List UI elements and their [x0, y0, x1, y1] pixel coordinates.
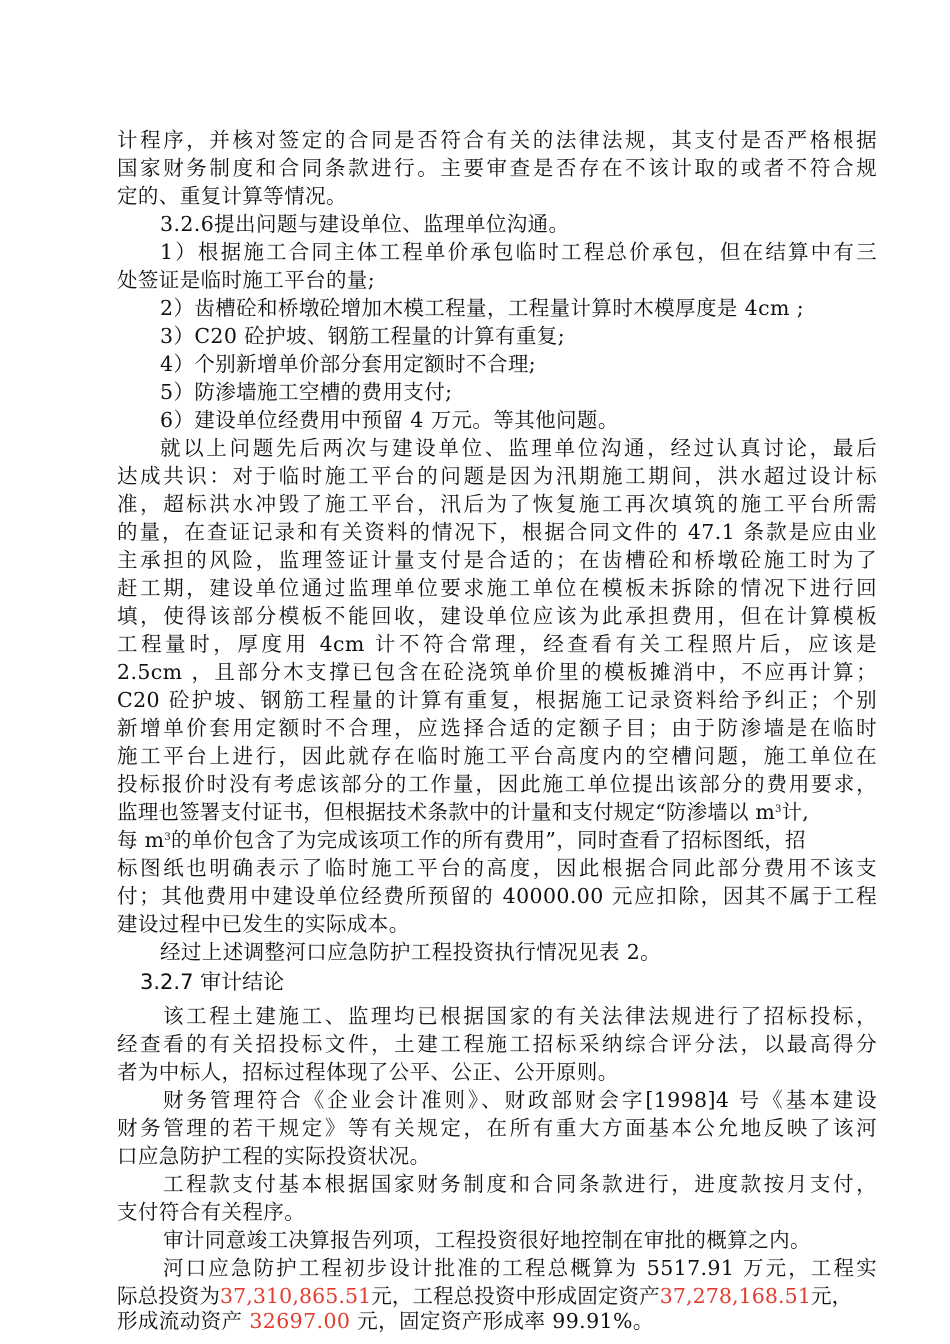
current-assets-value: 32697.00 [249, 1309, 351, 1333]
paragraph-line: 定的、重复计算等情况。 [117, 184, 347, 208]
text-segment: 元，工程总投资中形成固定资产 [371, 1284, 660, 1308]
paragraph-line: 新增单价套用定额时不合理，应选择合适的定额子目；由于防渗墙是在临时 [117, 716, 877, 740]
paragraph-line: 口应急防护工程的实际投资状况。 [117, 1144, 431, 1168]
issue-item-1-cont: 处签证是临时施工平台的量; [117, 268, 376, 292]
paragraph-line: 主承担的风险，监理签证计量支付是合适的；在齿槽砼和桥墩砼施工时为了 [117, 548, 877, 572]
paragraph-line: 经查看的有关招投标文件，土建工程施工招标采纳综合评分法，以最高得分 [117, 1032, 877, 1056]
summary-line: 经过上述调整河口应急防护工程投资执行情况见表 2。 [160, 940, 662, 964]
paragraph-line: 赶工期，建设单位通过监理单位要求施工单位在模板未拆除的情况下进行回 [117, 576, 877, 600]
paragraph-line [117, 798, 877, 827]
paragraph-line [117, 1307, 877, 1336]
fixed-assets-value: 37,278,168.51 [659, 1284, 811, 1308]
text-segment: 的单价包含了为完成该项工作的所有费用”，同时查看了招标图纸，招 [171, 828, 806, 852]
paragraph-line: 投标报价时没有考虑该部分的工作量，因此施工单位提出该部分的费用要求， [117, 772, 877, 796]
paragraph-line: 2.5cm ，且部分木支撑已包含在砼浇筑单价里的模板摊消中，不应再计算； [117, 660, 877, 684]
paragraph-line: 支付符合有关程序。 [117, 1200, 306, 1224]
text-segment: 形成流动资产 [117, 1309, 250, 1333]
paragraph-line: 河口应急防护工程初步设计批准的工程总概算为 5517.91 万元，工程实 [163, 1256, 877, 1280]
paragraph-line: 工程量时，厚度用 4cm 计不符合常理，经查看有关工程照片后，应该是 [117, 632, 877, 656]
issue-item-2: 2）齿槽砼和桥墩砼增加木模工程量，工程量计算时木模厚度是 4cm ; [160, 296, 805, 320]
total-investment-value: 37,310,865.51 [220, 1284, 372, 1308]
issue-item-6: 6）建设单位经费用中预留 4 万元。等其他问题。 [160, 408, 619, 432]
superscript: 3 [775, 804, 782, 815]
paragraph-line: 付；其他费用中建设单位经费所预留的 40000.00 元应扣除，因其不属于工程 [117, 884, 877, 908]
text-segment: 元，固定资产形成率 99.91%。 [350, 1309, 654, 1333]
issue-item-5: 5）防渗墙施工空槽的费用支付; [160, 380, 453, 404]
paragraph-line: 审计同意竣工决算报告列项，工程投资很好地控制在审批的概算之内。 [163, 1228, 811, 1252]
paragraph-line: 就以上问题先后两次与建设单位、监理单位沟通，经过认真讨论，最后 [160, 436, 877, 460]
paragraph-line: 工程款支付基本根据国家财务制度和合同条款进行，进度款按月支付， [163, 1172, 877, 1196]
issue-item-1: 1）根据施工合同主体工程单价承包临时工程总价承包，但在结算中有三 [160, 240, 877, 264]
paragraph-line: 填，使得该部分模板不能回收，建设单位应该为此承担费用，但在计算模板 [117, 604, 877, 628]
paragraph-line: 建设过程中已发生的实际成本。 [117, 912, 410, 936]
paragraph-line: 财务管理符合《企业会计准则》、财政部财会字[1998]4 号《基本建设 [163, 1088, 877, 1112]
paragraph-line: 财务管理的若干规定》等有关规定，在所有重大方面基本公允地反映了该河 [117, 1116, 877, 1140]
paragraph-line: 标图纸也明确表示了临时施工平台的高度，因此根据合同此部分费用不该支 [117, 856, 877, 880]
paragraph-line: 准，超标洪水冲毁了施工平台，汛后为了恢复施工再次填筑的施工平台所需 [117, 492, 877, 516]
superscript: 3 [164, 832, 172, 843]
paragraph-line: 国家财务制度和合同条款进行。主要审查是否存在不该计取的或者不符合规 [117, 156, 877, 180]
paragraph-line [117, 826, 877, 855]
paragraph-line: 施工平台上进行，因此就存在临时施工平台高度内的空槽问题，施工单位在 [117, 744, 877, 768]
text-segment: 每 m [117, 828, 165, 852]
section-3-2-7-heading: 3.2.7 审计结论 [140, 970, 285, 994]
text-segment: 元， [810, 1284, 853, 1308]
issue-item-3: 3）C20 砼护坡、钢筋工程量的计算有重复; [160, 324, 566, 348]
paragraph-line: 者为中标人，招标过程体现了公平、公正、公开原则。 [117, 1060, 619, 1084]
section-3-2-6-title: 3.2.6提出问题与建设单位、监理单位沟通。 [160, 212, 570, 236]
text-segment: 际总投资为 [117, 1284, 220, 1308]
issue-item-4: 4）个别新增单价部分套用定额时不合理; [160, 352, 537, 376]
paragraph-line: 计程序，并核对签定的合同是否符合有关的法律法规，其支付是否严格根据 [117, 128, 877, 152]
paragraph-line: 达成共识：对于临时施工平台的问题是因为汛期施工期间，洪水超过设计标 [117, 464, 877, 488]
paragraph-line: 该工程土建施工、监理均已根据国家的有关法律法规进行了招标投标， [163, 1004, 877, 1028]
paragraph-line: C20 砼护坡、钢筋工程量的计算有重复，根据施工记录资料给予纠正；个别 [117, 688, 877, 712]
text-segment: 计, [781, 800, 810, 824]
text-segment: 监理也签署支付证书，但根据技术条款中的计量和支付规定“防渗墙以 m [117, 800, 776, 824]
paragraph-line: 的量，在查证记录和有关资料的情况下，根据合同文件的 47.1 条款是应由业 [117, 520, 877, 544]
